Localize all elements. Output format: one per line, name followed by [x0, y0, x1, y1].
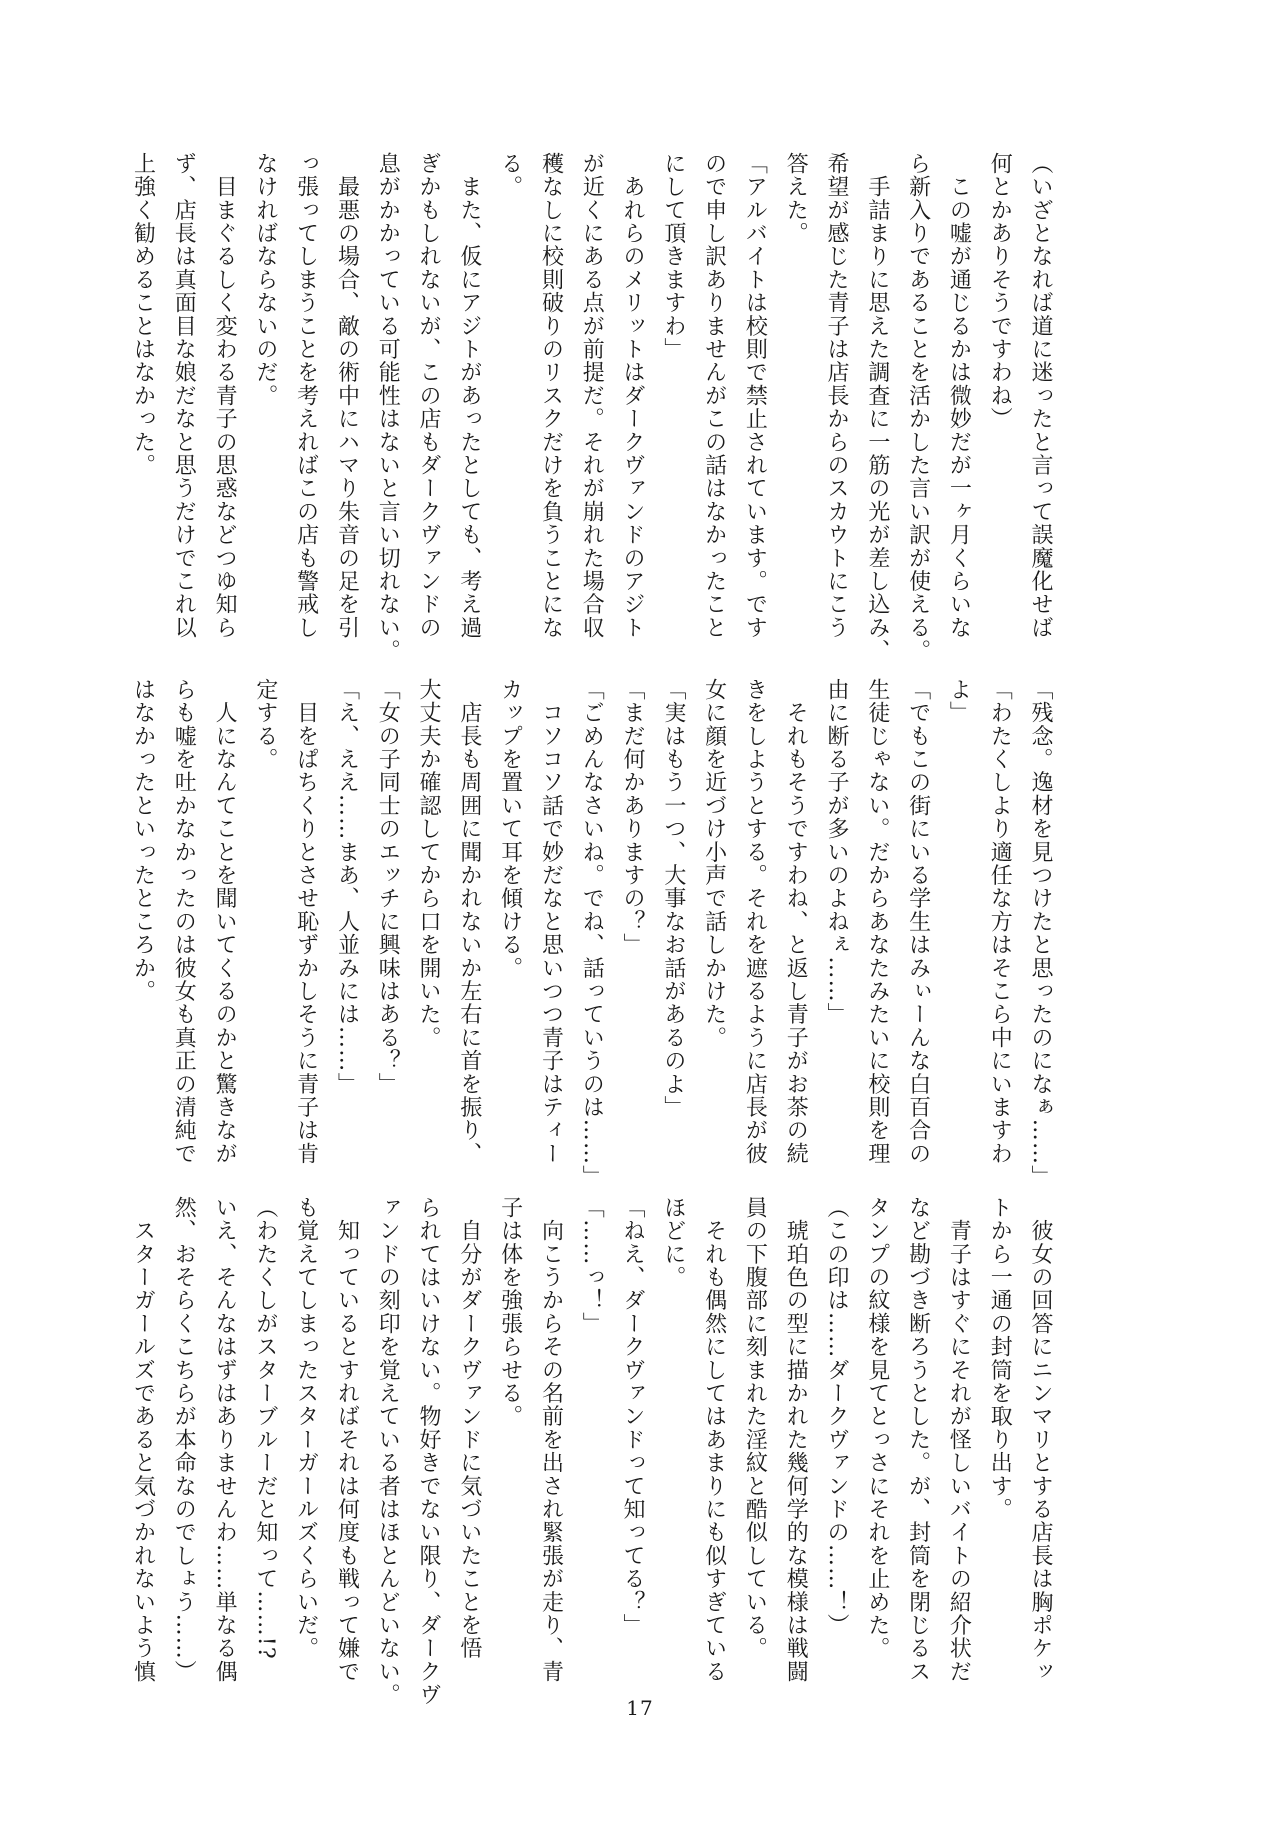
text-line: コソコソ話で妙だなと思いつつ青子はティー [538, 678, 564, 1166]
text-line: トから一通の封筒を取り出す。 [987, 1196, 1013, 1521]
text-line: あれらのメリットはダークヴァンドのアジト [620, 152, 646, 640]
text-line: ァンドの刻印を覚えている者はほとんどいない。 [375, 1196, 401, 1707]
text-line: 店長も周囲に聞かれないか左右に首を振り、 [456, 678, 482, 1166]
text-line: （この印は……ダークヴァンドの……！） [824, 1196, 850, 1637]
text-line: 「でもこの街にいる学生はみぃーんな白百合の [905, 678, 931, 1166]
text-line: が近くにある点が前提だ。それが崩れた場合収 [579, 152, 605, 640]
text-line: 「女の子同士のエッチに興味はある？」 [375, 678, 401, 1096]
text-line: なければならないのだ。 [252, 152, 278, 408]
page-number: 17 [626, 1696, 654, 1720]
text-block-top [130, 152, 1060, 714]
text-line: 「実はもう一つ、大事なお話があるのよ」 [660, 678, 686, 1119]
text-line: 由に断る子が多いのよねぇ……」 [824, 678, 850, 1026]
text-line: 知っているとすればそれは何度も戦って嫌で [334, 1196, 360, 1684]
text-line: 向こうからその名前を出され緊張が走り、青 [538, 1196, 564, 1684]
text-line: スターガールズであると気づかれないよう慎 [130, 1196, 156, 1684]
text-line: 大丈夫か確認してから口を開いた。 [416, 678, 442, 1050]
text-line: 穫なしに校則破りのリスクだけを負うことにな [538, 152, 564, 640]
text-line: っ張ってしまうことを考えればこの店も警戒し [293, 152, 319, 640]
text-line: 人になんてことを聞いてくるのかと驚きなが [212, 678, 238, 1166]
text-line: いえ、そんなはずはありませんわ……単なる偶 [212, 1196, 238, 1684]
text-line: ぎかもしれないが、この店もダークヴァンドの [416, 152, 442, 640]
text-line: きをしようとする。それを遮るように店長が彼 [742, 678, 768, 1166]
text-line: 然、おそらくこちらが本命なのでしょう……） [171, 1196, 197, 1684]
text-line: 青子はすぐにそれが怪しいバイトの紹介状だ [946, 1196, 972, 1684]
text-line: はなかったといったところか。 [130, 678, 156, 1003]
text-line: 目まぐるしく変わる青子の思惑などつゆ知ら [212, 152, 238, 640]
text-line: も覚えてしまったスターガールズくらいだ。 [293, 1196, 319, 1660]
text-line: 「……っ！」 [579, 1196, 605, 1336]
text-line: 「え、ええ……まあ、人並みには……」 [334, 678, 360, 1096]
text-line: ので申し訳ありませんがこの話はなかったこと [701, 152, 727, 640]
text-line: また、仮にアジトがあったとしても、考え過 [456, 152, 482, 640]
text-block-bottom [130, 1196, 1060, 1707]
text-line: 何とかありそうですわね） [987, 152, 1013, 431]
text-line: 「まだ何かありますの？」 [620, 678, 646, 957]
text-line: 生徒じゃない。だからあなたみたいに校則を理 [864, 678, 890, 1166]
text-line: 希望が感じた青子は店長からのスカウトにこう [824, 152, 850, 640]
text-line: 答えた。 [783, 152, 809, 245]
text-line: 自分がダークヴァンドに気づいたことを悟 [456, 1196, 482, 1660]
text-line: ほどに。 [660, 1196, 686, 1289]
text-line: る。 [497, 152, 523, 199]
text-line: 「わたくしより適任な方はそこら中にいますわ [987, 678, 1013, 1166]
text-line: ず、店長は真面目な娘だなと思うだけでこれ以 [171, 152, 197, 640]
text-line: 目をぱちくりとさせ恥ずかしそうに青子は肯 [293, 678, 319, 1166]
text-line: 女に顔を近づけ小声で話しかけた。 [701, 678, 727, 1050]
text-line: 琥珀色の型に描かれた幾何学的な模様は戦闘 [783, 1196, 809, 1684]
text-line: 員の下腹部に刻まれた淫紋と酷似している。 [742, 1196, 768, 1660]
text-line: （わたくしがスターブルーだと知って……!? [252, 1196, 278, 1660]
text-line: 息がかかっている可能性はないと言い切れない。 [375, 152, 401, 663]
text-line: 「ごめんなさいね。でね、話っていうのは……」 [579, 678, 605, 1189]
text-line: 上強く勧めることはなかった。 [130, 152, 156, 477]
text-line: （いざとなれば道に迷ったと言って誤魔化せば [1028, 152, 1053, 640]
text-line: られてはいけない。物好きでない限り、ダークヴ [416, 1196, 442, 1707]
text-line: 「ねえ、ダークヴァンドって知ってる？」 [620, 1196, 646, 1637]
text-line: 彼女の回答にニンマリとする店長は胸ポケッ [1028, 1196, 1053, 1684]
text-line: など勘づき断ろうとした。が、封筒を閉じるス [905, 1196, 931, 1684]
text-line: ら新入りであることを活かした言い訳が使える。 [905, 152, 931, 663]
text-line: タンプの紋様を見てとっさにそれを止めた。 [864, 1196, 890, 1660]
text-line: 定する。 [252, 678, 278, 771]
text-block-middle [130, 678, 1060, 1189]
text-line: この嘘が通じるかは微妙だが一ヶ月くらいな [946, 152, 972, 640]
text-line: 手詰まりに思えた調査に一筋の光が差し込み、 [864, 152, 890, 663]
text-line: カップを置いて耳を傾ける。 [497, 678, 523, 980]
text-line: それも偶然にしてはあまりにも似すぎている [701, 1196, 727, 1684]
text-line: らも嘘を吐かなかったのは彼女も真正の清純で [171, 678, 197, 1166]
text-line: にして頂きますわ」 [660, 152, 686, 361]
text-line: 最悪の場合、敵の術中にハマり朱音の足を引 [334, 152, 360, 640]
text-line: 「アルバイトは校則で禁止されています。です [742, 152, 768, 640]
text-line: よ」 [946, 678, 972, 725]
text-line: それもそうですわね、と返し青子がお茶の続 [783, 678, 809, 1166]
text-line: 「残念。逸材を見つけたと思ったのになぁ……」 [1028, 678, 1053, 1189]
text-line: 子は体を強張らせる。 [497, 1196, 523, 1428]
